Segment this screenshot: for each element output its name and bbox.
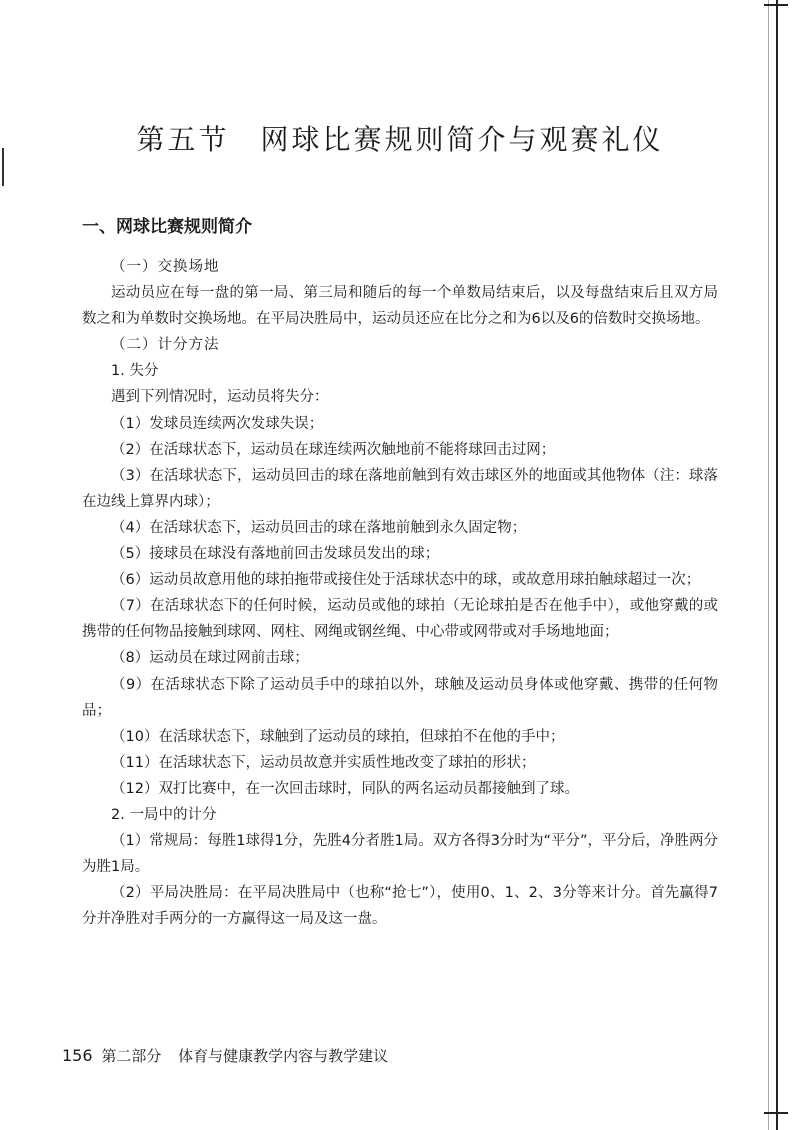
page-footer	[62, 1045, 388, 1066]
subheading-swap-court: （一）交换场地	[111, 259, 220, 275]
rule-item: （6）运动员故意用他的球拍拖带或接住处于活球状态中的球，或故意用球拍触球超过一次；	[111, 572, 701, 589]
rule-item: （3）在活球状态下，运动员回击的球在落地前触到有效击球区外的地面或其他物体（注：球落在边线上算界内球）；	[82, 467, 718, 510]
body-text	[82, 254, 718, 932]
footer-part: 第二部分	[101, 1047, 162, 1065]
section-heading: 一、网球比赛规则简介	[82, 217, 252, 237]
rule-item: （7）在活球状态下的任何时候，运动员或他的球拍（无论球拍是否在他手中），或他穿戴的或携带的任何物品接触到球网、网柱、网绳或钢丝绳、中心带或网带或对手场地地面；	[82, 598, 718, 641]
page-title: 第五节 网球比赛规则简介与观赛礼仪	[136, 123, 664, 156]
footer-book-title: 体育与健康教学内容与教学建议	[178, 1047, 389, 1065]
rule-item: （2）在活球状态下，运动员在球连续两次触地前不能将球回击过网；	[111, 441, 556, 458]
edge-tick-bottom	[764, 1112, 788, 1114]
scoring-item: （2）平局决胜局：在平局决胜局中（也称“抢七”），使用0、1、2、3分等来计分。首先赢得7分并净胜对手两分的一方赢得这一局及这一盘。	[82, 885, 718, 928]
paragraph-intro: 遇到下列情况时，运动员将失分：	[111, 389, 329, 406]
rule-item: （8）运动员在球过网前击球；	[111, 650, 309, 667]
rule-item: （12）双打比赛中，在一次回击球时，同队的两名运动员都接触到了球。	[111, 780, 579, 797]
binding-line-thin	[768, 0, 769, 1130]
subheading-scoring: （二）计分方法	[111, 337, 220, 354]
scoring-item: （1）常规局：每胜1球得1分，先胜4分者胜1局。双方各得3分时为“平分”，平分后，净胜两分为胜1局。	[82, 833, 718, 876]
rule-item: （1）发球员连续两次发球失误；	[111, 415, 324, 432]
subheading-game-scoring: 2. 一局中的计分	[111, 806, 217, 823]
binding-line	[776, 0, 778, 1130]
rule-item: （11）在活球状态下，运动员故意并实质性地改变了球拍的形状；	[111, 754, 536, 771]
paragraph-swap-court: 运动员应在每一盘的第一局、第三局和随后的每一个单数局结束后，以及每盘结束后且双方局数之和为单数时交换场地。在平局决胜局中，运动员还应在比分之和为6以及6的倍数时交换场地。	[82, 285, 718, 328]
edge-tick-top	[764, 4, 788, 6]
rule-item: （4）在活球状态下，运动员回击的球在落地前触到永久固定物；	[111, 519, 527, 536]
rule-item: （5）接球员在球没有落地前回击发球员发出的球；	[111, 546, 440, 563]
page-number: 156	[62, 1046, 93, 1065]
rule-item: （10）在活球状态下，球触到了运动员的球拍，但球拍不在他的手中；	[111, 728, 565, 745]
subheading-losing-point: 1. 失分	[111, 363, 159, 380]
rule-item: （9）在活球状态下除了运动员手中的球拍以外，球触及运动员身体或他穿戴、携带的任何物品；	[82, 676, 718, 719]
